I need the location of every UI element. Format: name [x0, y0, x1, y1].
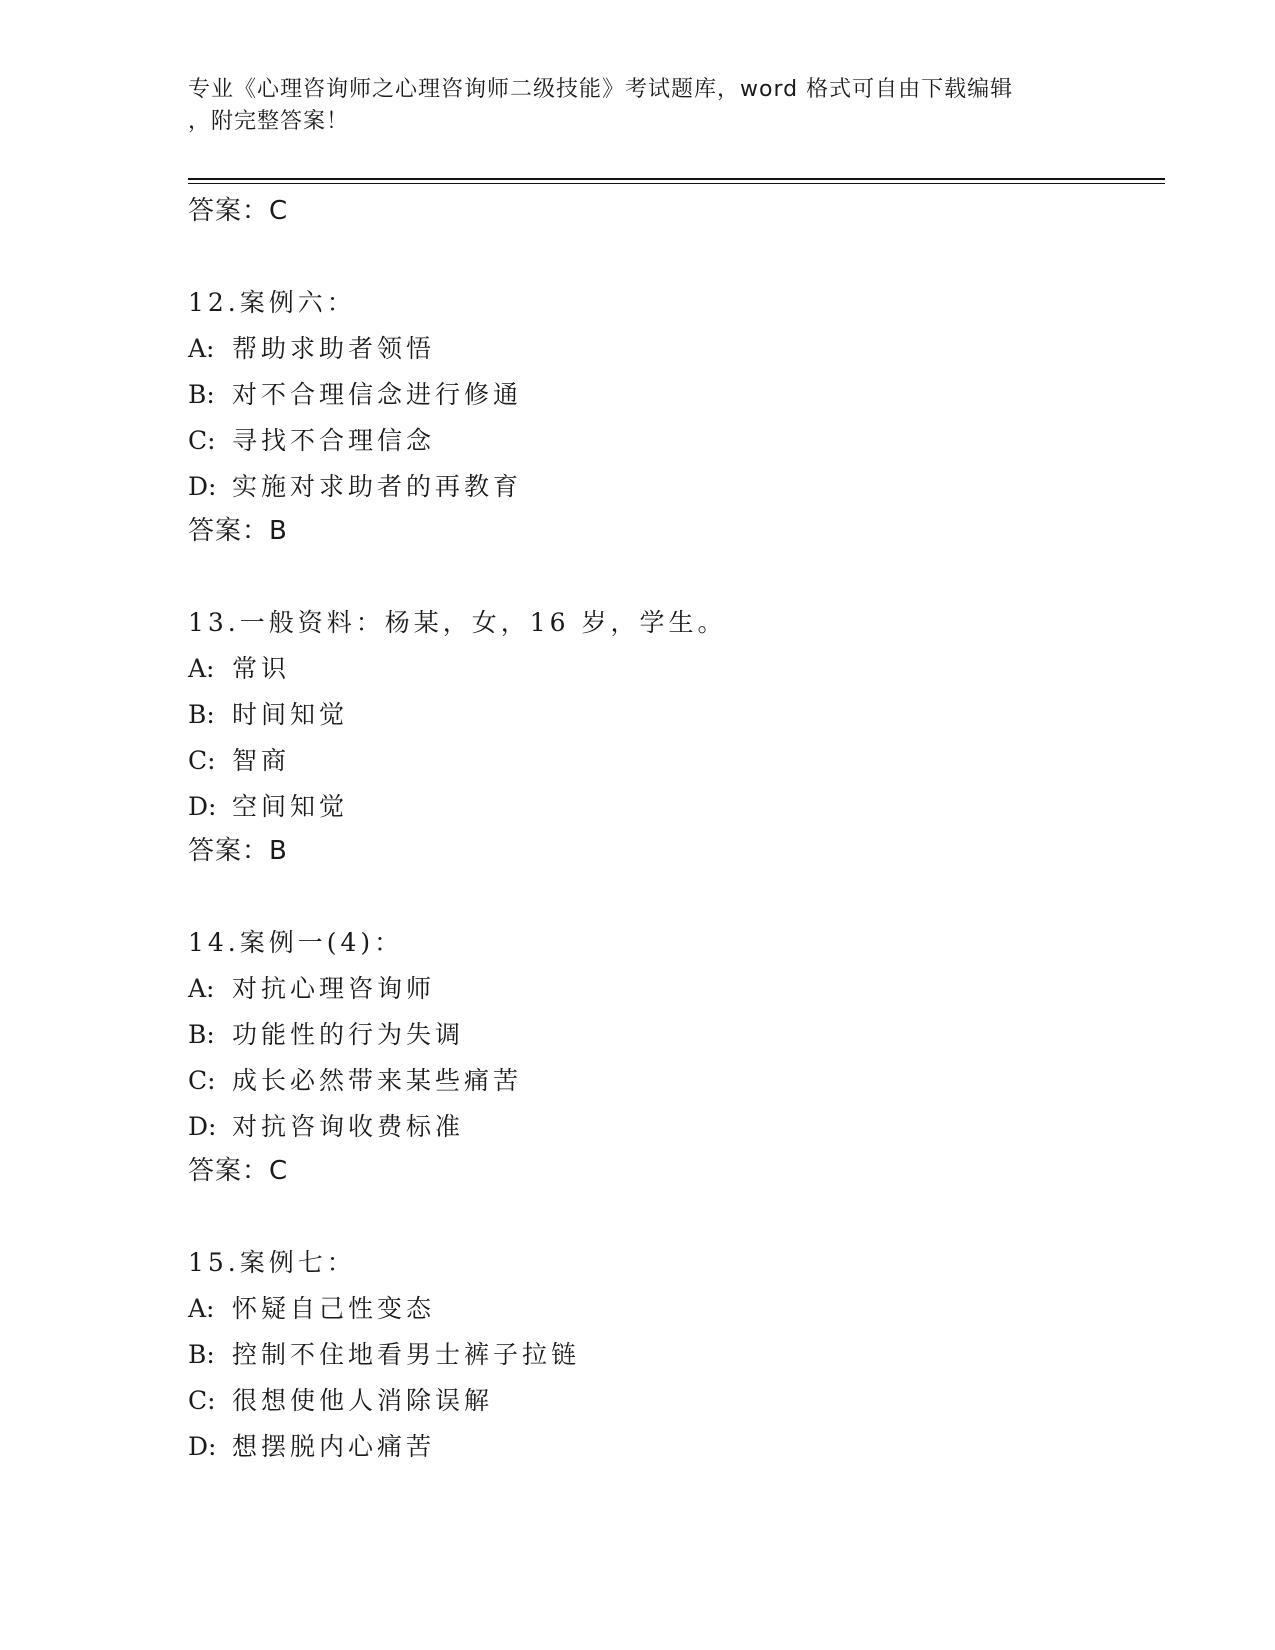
- answer-line: 答案：C: [188, 196, 289, 226]
- header-line-2: ，附完整答案！: [188, 109, 350, 134]
- option-a: [188, 1292, 1148, 1326]
- option-letter: B:: [188, 380, 215, 409]
- option-letter: A:: [188, 334, 215, 363]
- option-text: 寻找不合理信念: [232, 426, 436, 455]
- question-13: [188, 606, 1148, 868]
- option-a: [188, 332, 1148, 366]
- header-divider-thick: [188, 178, 1165, 180]
- option-b: [188, 698, 1148, 732]
- option-d: [188, 470, 1148, 504]
- option-a: [188, 972, 1148, 1006]
- answer-line: 答案：B: [188, 516, 288, 546]
- question-15: [188, 1246, 1148, 1464]
- option-text: 对不合理信念进行修通: [232, 380, 523, 409]
- question-title: 13.一般资料：杨某，女，16 岁，学生。: [188, 608, 727, 637]
- option-text: 实施对求助者的再教育: [232, 472, 523, 501]
- question-list: [188, 194, 1148, 1476]
- question-12: [188, 286, 1148, 548]
- option-text: 想摆脱内心痛苦: [232, 1432, 436, 1461]
- option-letter: D:: [188, 1112, 217, 1141]
- option-letter: A:: [188, 654, 215, 683]
- option-b: [188, 378, 1148, 412]
- option-b: [188, 1018, 1148, 1052]
- option-text: 空间知觉: [232, 792, 349, 821]
- option-d: [188, 1110, 1148, 1144]
- option-letter: B:: [188, 700, 215, 729]
- option-text: 智商: [232, 746, 291, 775]
- option-text: 常识: [232, 654, 291, 683]
- question-14: [188, 926, 1148, 1188]
- question-title: 15.案例七：: [188, 1248, 356, 1277]
- option-letter: B:: [188, 1340, 215, 1369]
- option-letter: D:: [188, 792, 217, 821]
- option-d: [188, 790, 1148, 824]
- option-text: 帮助求助者领悟: [232, 334, 436, 363]
- option-letter: A:: [188, 974, 215, 1003]
- option-c: [188, 1064, 1148, 1098]
- question-title: 12.案例六：: [188, 288, 356, 317]
- question-title: 14.案例一(4)：: [188, 928, 404, 957]
- option-a: [188, 652, 1148, 686]
- option-letter: C:: [188, 1386, 216, 1415]
- header-line-1: 专业《心理咨询师之心理咨询师二级技能》考试题库，word 格式可自由下载编辑: [188, 77, 1014, 102]
- document-header: [188, 74, 1068, 138]
- option-letter: D:: [188, 472, 217, 501]
- option-c: [188, 744, 1148, 778]
- option-d: [188, 1430, 1148, 1464]
- option-letter: C:: [188, 746, 216, 775]
- option-text: 怀疑自己性变态: [232, 1294, 436, 1323]
- option-text: 很想使他人消除误解: [232, 1386, 494, 1415]
- option-letter: D:: [188, 1432, 217, 1461]
- option-text: 控制不住地看男士裤子拉链: [232, 1340, 581, 1369]
- option-letter: C:: [188, 1066, 216, 1095]
- option-letter: B:: [188, 1020, 215, 1049]
- option-letter: C:: [188, 426, 216, 455]
- option-text: 对抗咨询收费标准: [232, 1112, 465, 1141]
- option-b: [188, 1338, 1148, 1372]
- answer-line: 答案：B: [188, 836, 288, 866]
- option-text: 功能性的行为失调: [232, 1020, 465, 1049]
- header-divider-thin: [188, 183, 1165, 184]
- option-c: [188, 1384, 1148, 1418]
- option-letter: A:: [188, 1294, 215, 1323]
- answer-line: 答案：C: [188, 1156, 289, 1186]
- option-c: [188, 424, 1148, 458]
- option-text: 成长必然带来某些痛苦: [232, 1066, 523, 1095]
- option-text: 对抗心理咨询师: [232, 974, 436, 1003]
- option-text: 时间知觉: [232, 700, 349, 729]
